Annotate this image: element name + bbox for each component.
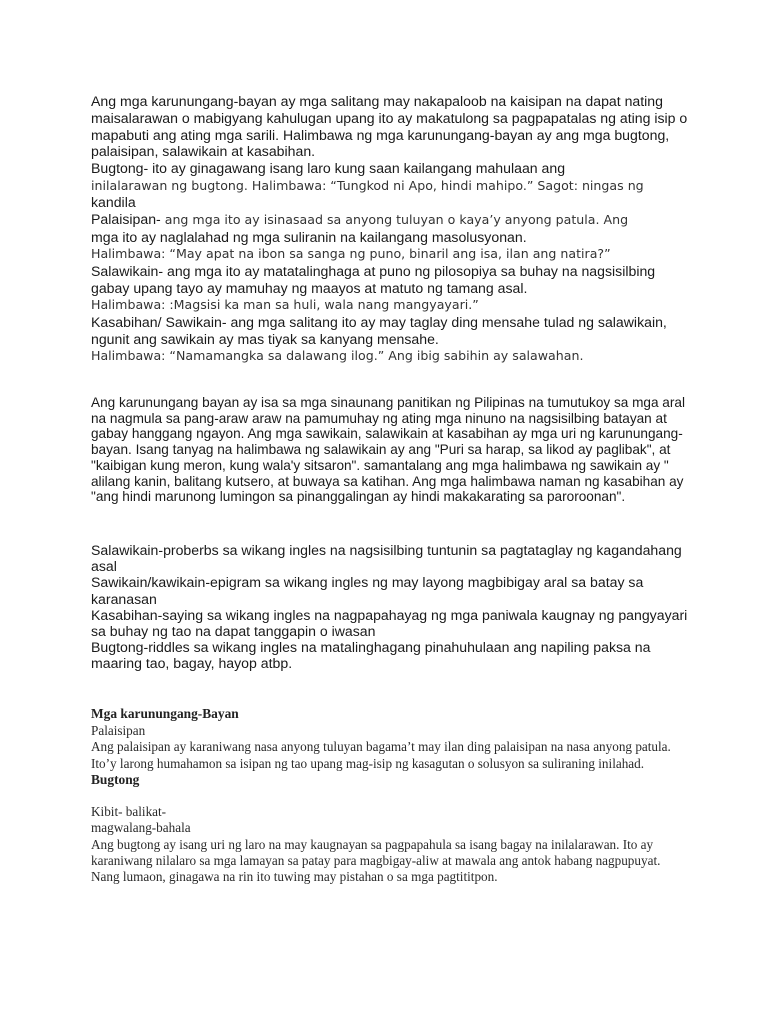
bugtong-definition: Bugtong- ito ay ginagawang isang laro kung saan kailangang mahulaan ang xyxy=(91,160,566,177)
overview-paragraph: Ang karunungang bayan ay isa sa mga sinaunang panitikan ng Pilipinas na tumutukoy sa mga aral na nagmula sa pang-araw araw na pamumuhay ng ating mga ninuno na nagsisilbing batayan at gabay hanggang ngayon. Ang mga sawikain, salawikain at kasabihan ay mga uri ng karunungang-bayan. Isang tanyag na halimbawa ng salawikain ay ang "Puri sa harap, sa likod ay paglibak", at "kaibigan kung meron, kung wala'y sitsaron". samantalang ang mga halimbawa ng sawikain ay " alilang kanin, balitang kutsero, at buwaya sa katihan. Ang mga halimbawa naman ng kasabihan ay "ang hindi marunong lumingon sa pinanggalingan ay hindi makakarating sa paroroonan". xyxy=(91,395,685,505)
intro-paragraph: Ang mga karunungang-bayan ay mga salitang may nakapaloob na kaisipan na dapat nating maisalarawan o mabigyang kahulugan upang ito ay makatulong sa pagpapatalas ng ating isip o mapabuti ang ating mga sarili. Halimbawa ng mga karunungang-bayan ay ang mga bugtong, palaisipan, salawikain at kasabihan. xyxy=(91,93,688,160)
english-equivalents-list xyxy=(91,542,691,672)
palaisipan-definition xyxy=(91,211,691,228)
spacer xyxy=(91,789,691,804)
karunungang-bayan-definitions xyxy=(91,93,691,365)
bugtong-heading: Bugtong xyxy=(91,772,140,788)
example-line-1: Kibit- balikat- xyxy=(91,803,167,819)
notes-heading: Mga karunungang-Bayan xyxy=(91,706,239,721)
karunungang-bayan-overview xyxy=(91,395,691,505)
salawikain-example: Halimbawa: :Magsisi ka man sa huli, wala nang mangyayari.” xyxy=(91,297,479,313)
palaisipan-paragraph: Ang palaisipan ay karaniwang nasa anyong tuluyan bagama’t may ilan ding palaisipan na nasa anyong patula. Ito’y larong humahamon sa isipan ng tao upang mag-isip ng kasagutan o solusyon sa suliraning inilahad. xyxy=(91,739,671,771)
bugtong-example: inilalarawan ng bugtong. Halimbawa: “Tungkod ni Apo, hindi mahipo.” Sagot: ningas ng xyxy=(91,177,644,193)
kasabihan-definition: Kasabihan/ Sawikain- ang mga salitang ito ay may taglay ding mensahe tulad ng salawikain, ngunit ang sawikain ay mas tiyak sa kanyang mensahe. xyxy=(91,313,667,347)
palaisipan-example: Halimbawa: “May apat na ibon sa sanga ng puno, binaril ang isa, ilan ang natira?” xyxy=(91,246,611,262)
palaisipan-definition-text: ang mga ito ay isinasaad sa anyong tuluyan o kaya’y anyong patula. Ang xyxy=(160,212,629,228)
palaisipan-term: Palaisipan- xyxy=(91,211,161,228)
bugtong-riddles: Bugtong-riddles sa wikang ingles na matalinghagang pinahuhulaan ang napiling paksa na maaring tao, bagay, hayop atbp. xyxy=(91,639,651,672)
sawikain-epigram: Sawikain/kawikain-epigram sa wikang ingles ng may layong magbibigay aral sa batay sa karanasan xyxy=(91,574,644,607)
example-line-2: magwalang-bahala xyxy=(91,820,191,836)
palaisipan-continuation: mga ito ay naglalahad ng mga suliranin na kailangang masolusyonan. xyxy=(91,228,527,245)
palaisipan-label: Palaisipan xyxy=(91,722,146,738)
salawikain-proverbs: Salawikain-proberbs sa wikang ingles na nagsisilbing tuntunin sa pagtataglay ng kagandahang asal xyxy=(91,542,682,575)
salawikain-definition: Salawikain- ang mga ito ay matatalinghaga at puno ng pilosopiya sa buhay na nagsisilbing gabay upang tayo ay mamuhay ng maayos at matuto ng tamang asal. xyxy=(91,262,656,296)
kasabihan-saying: Kasabihan-saying sa wikang ingles na nagpapahayag ng mga paniwala kaugnay ng pangyayari sa buhay ng tao na dapat tanggapin o iwasan xyxy=(91,606,688,640)
kasabihan-example: Halimbawa: “Namamangka sa dalawang ilog.” Ang ibig sabihin ay salawahan. xyxy=(91,348,584,364)
bugtong-paragraph: Ang bugtong ay isang uri ng laro na may kaugnayan sa pagpapahula sa isang bagay na inilalarawan. Ito ay karaniwang nilalaro sa mga lamayan sa patay para magbigay-aliw at mawala ang antok habang nagpupuyat. Nang lumaon, ginagawa na rin ito tuwing may pistahan o sa mga pagtititpon. xyxy=(91,836,661,885)
bugtong-answer-end: kandila xyxy=(91,194,136,211)
karunungang-bayan-notes xyxy=(91,706,691,886)
